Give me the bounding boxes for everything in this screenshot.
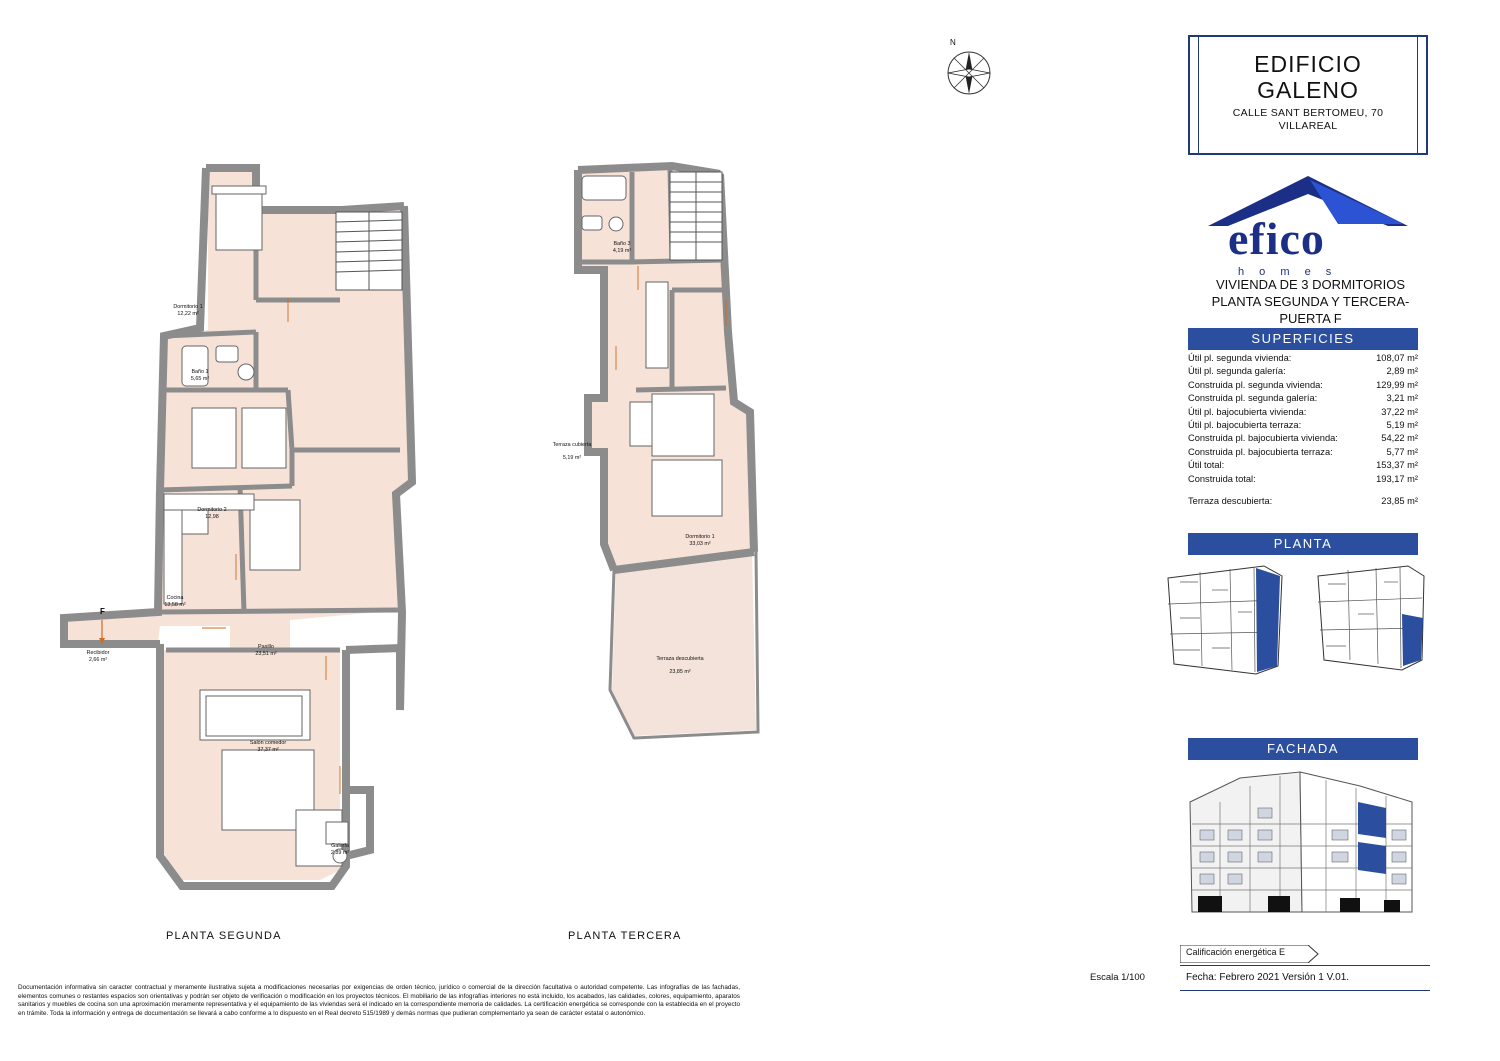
svg-text:13,58 m²: 13,58 m²: [164, 602, 186, 608]
table-row: Construida total: 193,17 m²: [1188, 473, 1418, 484]
svg-text:Dormitorio 2: Dormitorio 2: [197, 507, 227, 513]
svg-text:5,19 m²: 5,19 m²: [562, 455, 582, 461]
caption-second-floor: PLANTA SEGUNDA: [166, 930, 282, 942]
date-text: Fecha: Febrero 2021 Versión 1 V.01.: [1186, 972, 1350, 983]
svg-text:F: F: [100, 607, 105, 616]
table-row: Útil pl. segunda vivienda: 108,07 m²: [1188, 353, 1418, 363]
svg-text:Recibidor: Recibidor: [86, 650, 110, 656]
table-row-terraza: Terraza descubierta: 23,85 m²: [1188, 496, 1418, 507]
table-row: Construida pl. bajocubierta terraza: 5,77 m²: [1188, 446, 1418, 457]
svg-text:Galería: Galería: [331, 843, 349, 849]
svg-text:23,51 m²: 23,51 m²: [255, 651, 277, 657]
facade-elevation: [1180, 762, 1425, 922]
svg-text:Cocina: Cocina: [166, 595, 184, 601]
legal-disclaimer: Documentación informativa sin caracter contractual y meramente ilustrativa sujeta a modificaciones necesarias por exigencias de orden técnico, jurídico o comercial de la dirección facultativa o autoridad competente. Las infografías de las fachadas, elementos comunes o restantes espacios son orientativas y podrán ser objeto de verificación o modificación en los proyectos técnicos. El mobiliario de las infografías interiores no está incluido, los acabados, las calidades, colores, equipamiento, aparatos sanitarios y muebles de cocina son una aproximación meramente representativa y el equipamiento de las viviendas será el indicado en la correspondiente memoria de calidades. La certificación energética se corresponde con la establecida en el proyecto en trámite. Toda la información y entrega de documentación se llevará a cabo conforme a lo dispuesto en el Real decreto 515/1989 y demás normas que pudieran complementarlo ya sean de carácter estatal o autonómico.: [18, 984, 740, 1017]
table-row: Construida pl. bajocubierta vivienda: 54,22 m²: [1188, 433, 1418, 444]
energy-rating-badge: [1180, 945, 1320, 963]
section-bar-superficies: SUPERFICIES: [1188, 328, 1418, 350]
floor-key-thumbnails: [1160, 560, 1430, 680]
superficies-table: [1188, 352, 1418, 508]
building-address: CALLE SANT BERTOMEU, 70 VILLAREAL: [1232, 107, 1384, 132]
table-spacer: [1188, 486, 1418, 495]
svg-text:33,03 m²: 33,03 m²: [689, 541, 711, 547]
scale-note: Escala 1/100: [1090, 972, 1145, 983]
svg-text:23,85 m²: 23,85 m²: [669, 669, 691, 675]
section-bar-fachada: FACHADA: [1188, 738, 1418, 760]
table-row: Construida pl. segunda galería: 3,21 m²: [1188, 393, 1418, 404]
svg-text:12,98: 12,98: [205, 514, 219, 520]
table-row: Útil pl. segunda galería: 2,89 m²: [1188, 366, 1418, 377]
svg-text:Baño 3: Baño 3: [613, 241, 631, 247]
compass-rose: [938, 38, 1000, 104]
efico-logo: [1188, 170, 1428, 278]
svg-text:Dormitorio 1: Dormitorio 1: [685, 534, 715, 540]
table-row: Útil pl. bajocubierta terraza: 5,19 m²: [1188, 420, 1418, 431]
table-row: Útil total: 153,37 m²: [1188, 460, 1418, 471]
svg-text:2,89 m²: 2,89 m²: [330, 850, 350, 856]
svg-text:Pasillo: Pasillo: [258, 644, 274, 650]
floor-key-third: [1312, 560, 1430, 678]
floor-key-second: [1160, 560, 1290, 678]
section-bar-planta: PLANTA: [1188, 533, 1418, 555]
floor-plan-second: [40, 150, 470, 920]
dwelling-subtitle: VIVIENDA DE 3 DORMITORIOS PLANTA SEGUNDA Y TERCERA-PUERTA F: [1211, 277, 1410, 326]
svg-text:5,65 m²: 5,65 m²: [190, 376, 210, 382]
date-box: [1180, 965, 1430, 991]
caption-third-floor: PLANTA TERCERA: [568, 930, 682, 942]
svg-text:Baño 1: Baño 1: [191, 369, 209, 375]
title-block: [1188, 35, 1428, 155]
table-row: Construida pl. segunda vivienda: 129,99 m²: [1188, 379, 1418, 390]
building-name: EDIFICIO GALENO: [1254, 51, 1362, 103]
energy-rating-text: Calificación energética E: [1186, 947, 1286, 957]
svg-text:12,22 m²: 12,22 m²: [177, 311, 199, 317]
table-row: Útil pl. bajocubierta vivienda: 37,22 m²: [1188, 406, 1418, 417]
compass-north-label: N: [950, 38, 956, 47]
logo-wordmark: efico: [1228, 213, 1325, 264]
svg-text:4,19 m²: 4,19 m²: [612, 248, 632, 254]
svg-text:2,66 m²: 2,66 m²: [88, 657, 108, 663]
svg-text:37,37 m²: 37,37 m²: [257, 747, 279, 753]
logo-tagline: h o m e s: [1238, 266, 1338, 278]
svg-text:Salón comedor: Salón comedor: [249, 740, 287, 746]
floor-plan-third: [520, 150, 820, 920]
svg-text:Terraza descubierta: Terraza descubierta: [656, 656, 704, 662]
svg-text:Dormitorio 1: Dormitorio 1: [173, 304, 203, 310]
svg-text:Terraza cubierta: Terraza cubierta: [552, 442, 592, 448]
